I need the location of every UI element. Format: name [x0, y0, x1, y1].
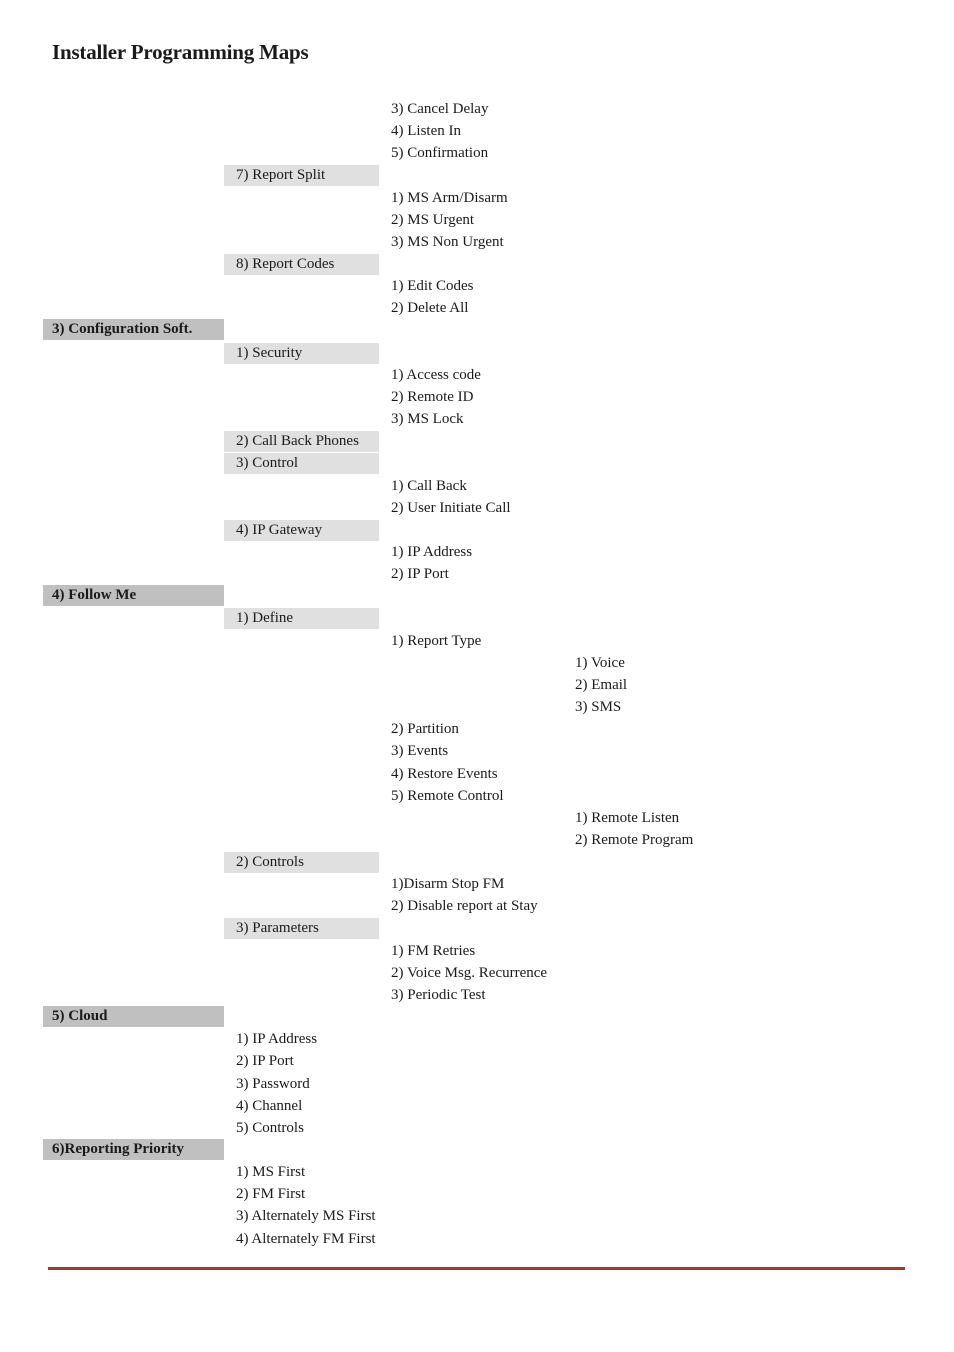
menu-subsection: 4) IP Gateway — [224, 520, 379, 541]
menu-option: 1) Report Type — [391, 633, 482, 649]
menu-suboption: 2) Email — [575, 677, 628, 693]
menu-option: 2) Disable report at Stay — [391, 898, 538, 914]
page-title: Installer Programming Maps — [52, 40, 309, 64]
menu-option: 4) Channel — [236, 1098, 303, 1114]
menu-section: 3) Configuration Soft. — [43, 319, 224, 340]
menu-option: 1) FM Retries — [391, 943, 476, 959]
menu-suboption: 2) Remote Program — [575, 832, 694, 848]
menu-subsection: 8) Report Codes — [224, 254, 379, 275]
menu-option: 3) Periodic Test — [391, 987, 486, 1003]
menu-option: 1)Disarm Stop FM — [391, 876, 505, 892]
menu-option: 2) Partition — [391, 721, 459, 737]
menu-option: 3) MS Non Urgent — [391, 234, 504, 250]
footer-divider — [48, 1267, 905, 1270]
menu-subsection: 3) Parameters — [224, 918, 379, 939]
menu-subsection: 2) Controls — [224, 852, 379, 873]
menu-suboption: 1) Voice — [575, 655, 625, 671]
menu-option: 2) Remote ID — [391, 389, 474, 405]
menu-option: 1) MS First — [236, 1164, 306, 1180]
menu-option: 1) IP Address — [236, 1031, 318, 1047]
menu-option: 3) Events — [391, 743, 449, 759]
menu-option: 1) Call Back — [391, 478, 467, 494]
menu-subsection: 7) Report Split — [224, 165, 379, 186]
menu-option: 4) Listen In — [391, 123, 461, 139]
menu-suboption: 3) SMS — [575, 699, 622, 715]
menu-option: 3) MS Lock — [391, 411, 464, 427]
menu-option: 1) MS Arm/Disarm — [391, 190, 508, 206]
menu-subsection: 2) Call Back Phones — [224, 431, 379, 452]
menu-option: 3) Cancel Delay — [391, 101, 489, 117]
menu-option: 2) MS Urgent — [391, 212, 475, 228]
menu-option: 5) Confirmation — [391, 145, 489, 161]
menu-option: 3) Alternately MS First — [236, 1208, 376, 1224]
menu-subsection: 1) Define — [224, 608, 379, 629]
menu-option: 2) Voice Msg. Recurrence — [391, 965, 548, 981]
menu-option: 1) Edit Codes — [391, 278, 474, 294]
menu-option: 2) IP Port — [236, 1053, 294, 1069]
menu-suboption: 1) Remote Listen — [575, 810, 680, 826]
menu-option: 2) FM First — [236, 1186, 306, 1202]
menu-option: 1) Access code — [391, 367, 481, 383]
menu-option: 1) IP Address — [391, 544, 473, 560]
menu-section: 4) Follow Me — [43, 585, 224, 606]
menu-option: 2) Delete All — [391, 300, 469, 316]
menu-section: 6)Reporting Priority — [43, 1139, 224, 1160]
menu-option: 5) Controls — [236, 1120, 304, 1136]
menu-option: 2) IP Port — [391, 566, 449, 582]
menu-option: 4) Restore Events — [391, 766, 498, 782]
menu-option: 5) Remote Control — [391, 788, 504, 804]
menu-option: 3) Password — [236, 1076, 310, 1092]
menu-option: 4) Alternately FM First — [236, 1231, 376, 1247]
menu-subsection: 1) Security — [224, 343, 379, 364]
menu-option: 2) User Initiate Call — [391, 500, 511, 516]
menu-subsection: 3) Control — [224, 453, 379, 474]
menu-section: 5) Cloud — [43, 1006, 224, 1027]
